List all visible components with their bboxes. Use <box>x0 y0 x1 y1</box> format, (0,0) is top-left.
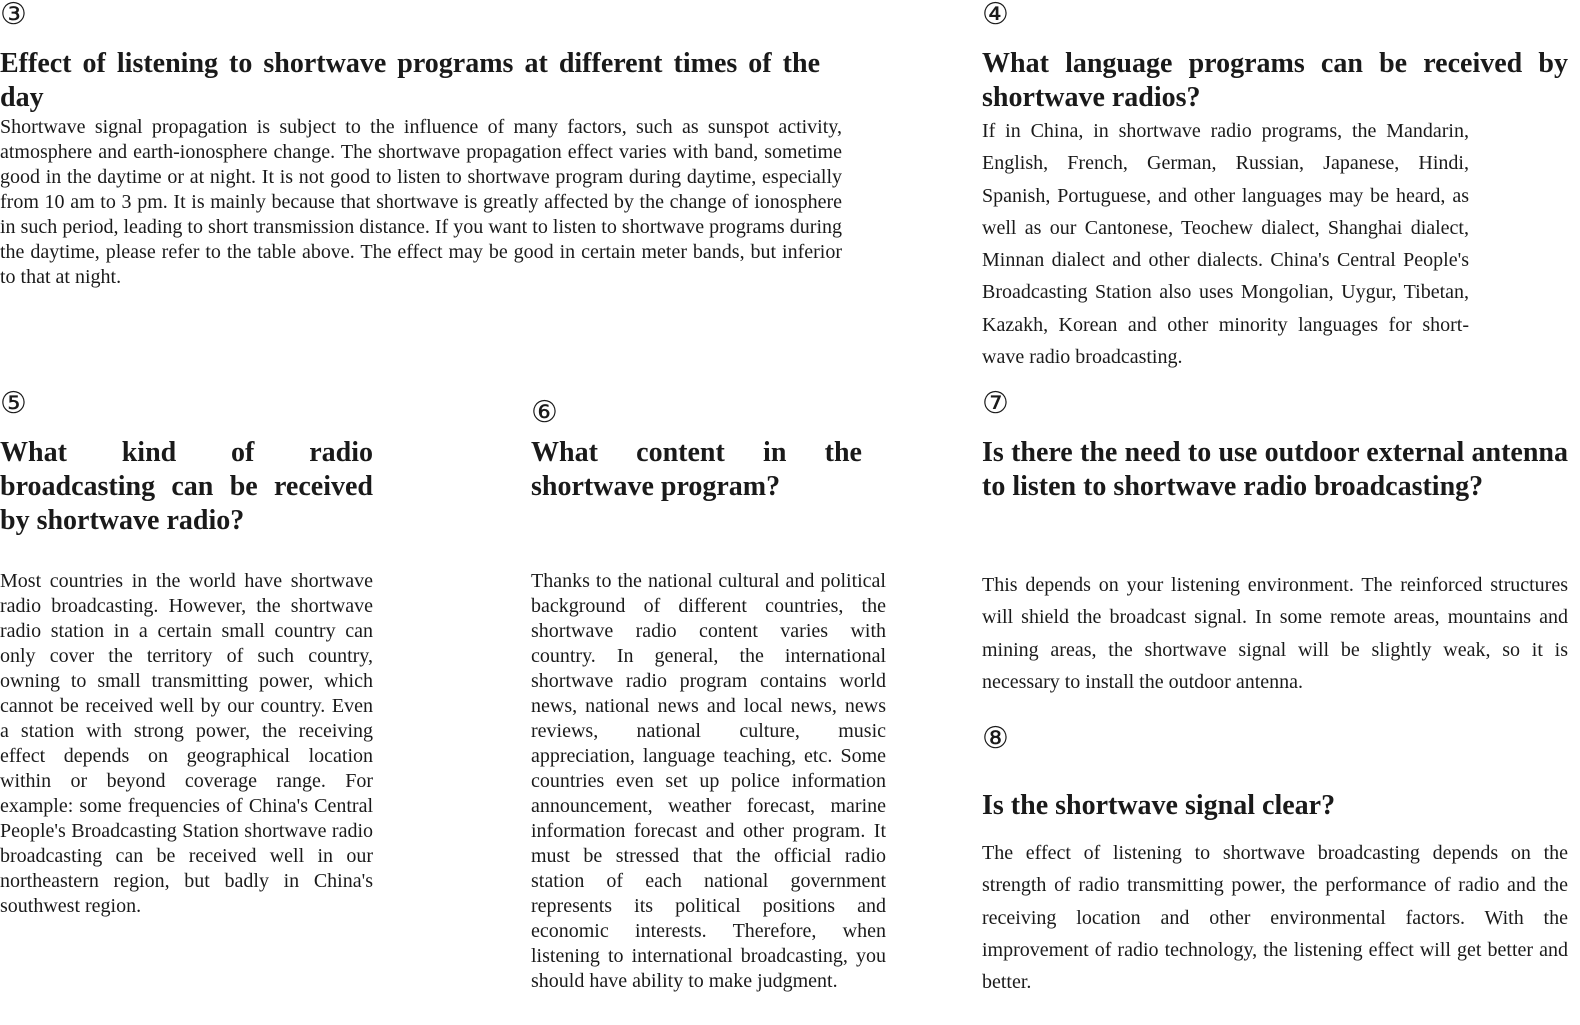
section-4-number: ④ <box>982 0 1009 32</box>
section-7-body: This depends on your listening environment. The reinforced structures will shield the broadcast signal. In some remote areas, mountains and mining areas, the shortwave signal will be slightly weak, so it is necessary to install the outdoor antenna. <box>982 574 1568 693</box>
section-5-number: ⑤ <box>0 386 27 421</box>
section-3-body: Shortwave signal propagation is subject to the influence of many factors, such as sunspot activity, atmosphere and earth-ionosphere change. The shortwave propagation effect varies with band, sometime good in the daytime or at night. It is not good to listen to shortwave program during daytime, especially from 10 am to 3 pm. It is mainly because that shortwave is greatly affected by the change of ionosphere in such period, leading to short transmission distance. If you want to listen to shortwave programs during the daytime, please refer to the table above. The effect may be good in certain meter bands, but inferior to that at night. <box>0 116 842 288</box>
section-7-heading: Is there the need to use outdoor external antenna to listen to shortwave radio broadcasting? <box>982 437 1568 502</box>
section-6-heading: What content in the shortwave program? <box>531 437 862 502</box>
section-4-heading: What language programs can be received by shortwave radios? <box>982 48 1568 113</box>
section-8-heading: Is the shortwave signal clear? <box>982 790 1336 821</box>
section-7-number: ⑦ <box>982 386 1009 421</box>
section-5-body: Most countries in the world have shortwave radio broadcasting. However, the shortwave radio station in a certain small country can only cover the territory of such country, owning to small transmitting power, which cannot be received well by our country. Even a station with strong power, the receiving effect depends on geographical location within or beyond coverage range. For example: some frequencies of China's Central People's Broadcasting Station shortwave radio broadcasting can be received well in our northeastern region, but badly in China's southwest region. <box>0 570 373 917</box>
section-3-heading: Effect of listening to shortwave programs at different times of the day <box>0 48 820 113</box>
section-8-number: ⑧ <box>982 721 1009 756</box>
section-6-number: ⑥ <box>531 395 558 430</box>
section-6-body: Thanks to the national cultural and political background of different countries, the shortwave radio content varies with country. In general, the international shortwave radio program contains world news, national news and local news, news reviews, national culture, music appreciation, language teaching, etc. Some countries even set up police information announcement, weather forecast, marine information forecast and other program. It must be stressed that the official radio station of each national government represents its political positions and economic interests. Therefore, when listening to international broadcasting, you should have ability to make judgment. <box>531 570 886 992</box>
section-4-body: If in China, in shortwave radio programs, the Mandarin, English, French, German, Russian, Japanese, Hindi, Spanish, Portuguese, and other languages may be heard, as well as our Cantonese, Teochew dialect, Shanghai dialect, Minnan dialect and other dialects. China's Central People's Broadcasting Station also uses Mongolian, Uygur, Tibetan, Kazakh, Korean and other minority languages for short-wave radio broadcasting. <box>982 120 1469 369</box>
section-8-body: The effect of listening to shortwave broadcasting depends on the strength of radio transmitting power, the performance of radio and the receiving location and other environmental factors. With the improvement of radio technology, the listening effect will get better and better. <box>982 842 1568 994</box>
section-5-heading: What kind of radio broadcasting can be received by shortwave radio? <box>0 437 373 536</box>
section-3-number: ③ <box>0 0 27 32</box>
